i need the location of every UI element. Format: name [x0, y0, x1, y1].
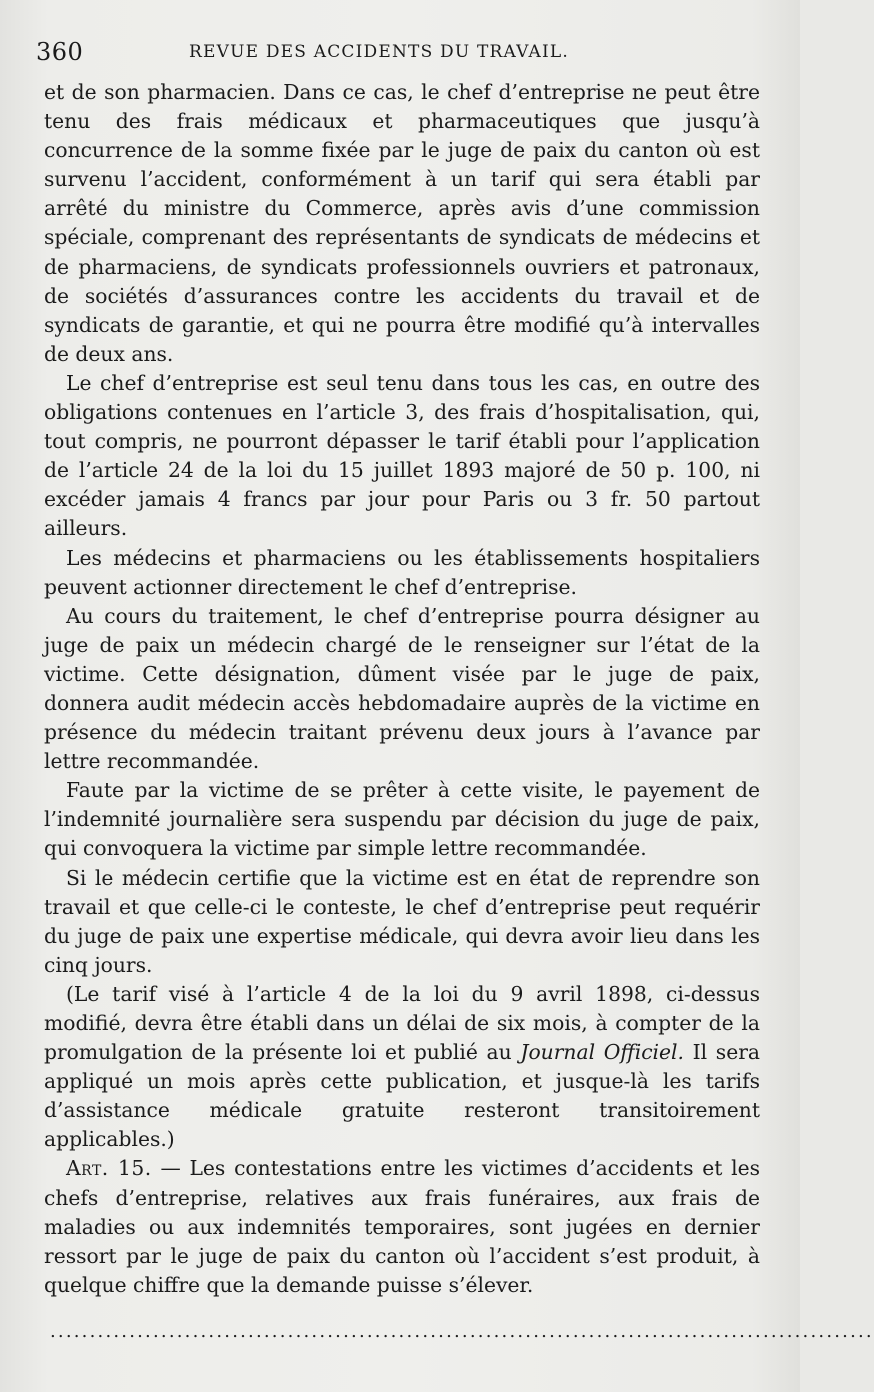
- paragraph-article-15: [44, 1154, 760, 1299]
- paragraph-expertise: Si le médecin certifie que la victime est en état de reprendre son travail et que celle-ci le conteste, le chef d’entreprise peut requérir du juge de paix une expertise médicale, qui devra avoir lieu dans les cinq jours.: [44, 865, 760, 977]
- page-header: [36, 36, 756, 68]
- article-label: Art. 15.: [66, 1156, 152, 1181]
- paragraph-continuation: et de son pharmacien. Dans ce cas, le chef d’entreprise ne peut être tenu des frais médicaux et pharmaceutiques que jusqu’à concurrence de la somme fixée par le juge de paix du canton où est survenu l’accident, conformément à un tarif qui sera établi par arrêté du ministre du Commerce, après avis d’une commission spéciale, comprenant des représentants de syndicats de médecins et de pharmaciens, de syndicats professionnels ouvriers et patronaux, de sociétés d’assurances contre les accidents du travail et de syndicats de garantie, et qui ne pourra être modifié qu’à intervalles de deux ans.: [44, 80, 760, 366]
- tarif-note-text-end: Il sera appliqué un mois après cette publication, et jusque-là les tarifs d’assistance médicale gratuite resteront transitoirement applicables.): [44, 1040, 761, 1152]
- paragraph-visite: Faute par la victime de se prêter à cette visite, le payement de l’indemnité journalière sera suspendu par décision du juge de paix, qui convoquera la victime par simple lettre recommandée.: [44, 778, 760, 861]
- paragraph-hospitalisation: Le chef d’entreprise est seul tenu dans tous les cas, en outre des obligations contenues en l’article 3, des frais d’hospitalisation, qui, tout compris, ne pourront dépasser le tarif établi pour l’application de l’article 24 de la loi du 15 juillet 1893 majoré de 50 p. 100, ni excéder jamais 4 francs par jour pour Paris ou 3 fr. 50 partout ailleurs.: [44, 370, 760, 541]
- paragraph-traitement: Au cours du traitement, le chef d’entreprise pourra désigner au juge de paix un médecin chargé de le renseigner sur l’état de la victime. Cette désignation, dûment visée par le juge de paix, donnera audit médecin accès hebdomadaire auprès de la victime en présence du médecin traitant prévenu deux jours à l’avance par lettre recommandée.: [44, 603, 760, 774]
- paragraph-medecins: Les médecins et pharmaciens ou les établissements hospitaliers peuvent actionner directement le chef d’entreprise.: [44, 545, 760, 599]
- running-title: REVUE DES ACCIDENTS DU TRAVAIL.: [189, 42, 569, 62]
- ellipsis-line: ........................................................................................................: [50, 1321, 874, 1342]
- body-text: [44, 78, 760, 1300]
- article-text: — Les contestations entre les victimes d’accidents et les chefs d’entreprise, relatives aux frais funéraires, aux frais de maladies ou aux indemnités temporaires, sont jugées en dernier ressort par le juge de paix du canton où l’accident s’est produit, à quelque chiffre que la demande puisse s’élever.: [44, 1156, 760, 1297]
- journal-officiel: Journal Officiel.: [520, 1040, 684, 1065]
- tarif-note-text: (Le tarif visé à l’article 4 de la loi du 9 avril 1898, ci-dessus modifié, devra être établi dans un délai de six mois, à compter de la promulgation de la présente loi et publié au: [44, 981, 760, 1065]
- paragraph-tarif-note: [44, 980, 760, 1155]
- page-number: 360: [36, 38, 84, 66]
